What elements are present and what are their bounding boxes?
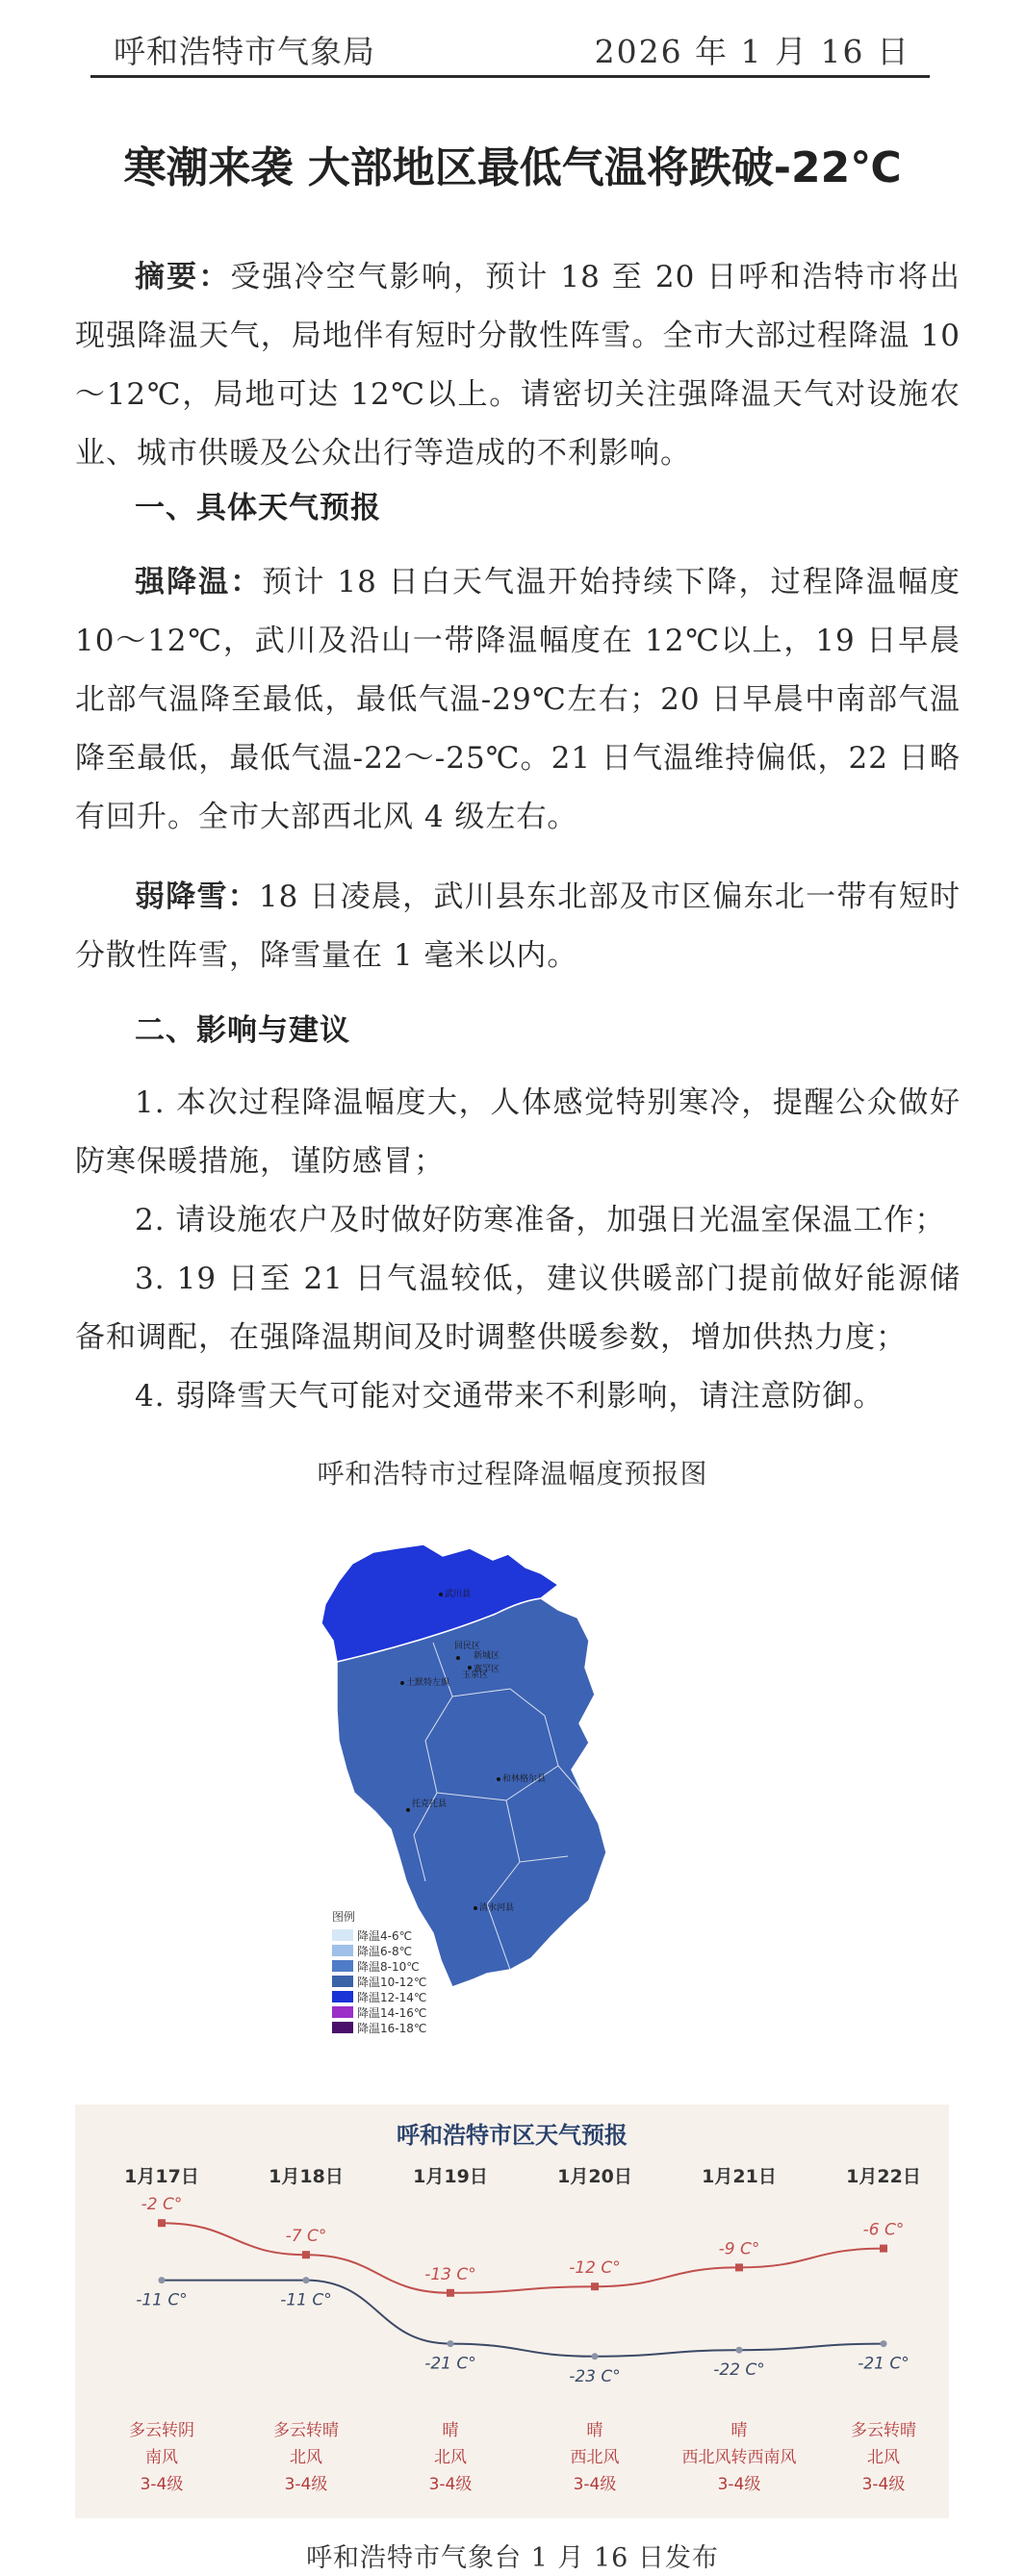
forecast-level: 3-4级 [284, 2475, 328, 2494]
map-label-tuoketuo: 托克托县 [412, 1799, 448, 1809]
abstract-paragraph [75, 248, 961, 483]
forecast-date: 1月17日 [124, 2166, 199, 2187]
high-temp-label: -6 C° [862, 2220, 905, 2240]
low-temp-point [303, 2277, 310, 2283]
map-label-saihan: 赛罕区 [474, 1665, 500, 1674]
forecast-wind: 北风 [290, 2448, 322, 2467]
section1-heading: 一、具体天气预报 [135, 491, 381, 525]
low-temp-label: -21 C° [424, 2354, 476, 2374]
snow-lead: 弱降雪： [135, 880, 259, 914]
low-temp-label: -11 C° [136, 2290, 188, 2310]
forecast-date: 1月21日 [702, 2166, 777, 2187]
low-temp-line [162, 2281, 884, 2357]
high-temp-label: -7 C° [285, 2227, 327, 2247]
high-temp-line [162, 2223, 884, 2293]
high-temp-label: -12 C° [569, 2258, 621, 2279]
issuing-organization: 呼和浩特市气象局 [114, 33, 375, 70]
legend-item [332, 1943, 426, 1958]
issue-date: 2026 年 1 月 16 日 [594, 33, 910, 70]
advice-item: 1. 本次过程降温幅度大，人体感觉特别寒冷，提醒公众做好防寒保暖措施，谨防感冒； [75, 1085, 961, 1179]
legend-item [332, 2004, 426, 2020]
low-temp-label: -11 C° [280, 2290, 332, 2310]
issuer-footer: 呼和浩特市气象台 1 月 16 日发布 [306, 2543, 719, 2573]
legend-swatch [332, 2022, 353, 2033]
low-temp-point [592, 2353, 599, 2359]
high-temp-label: -2 C° [141, 2195, 183, 2215]
cooling-lead: 强降温： [135, 565, 263, 599]
forecast-date: 1月22日 [846, 2166, 921, 2187]
legend-item [332, 1958, 426, 1974]
legend-title: 图例 [332, 1910, 356, 1924]
legend-swatch [332, 2006, 353, 2018]
map-label-yuquan: 玉泉区 [462, 1671, 489, 1680]
legend-swatch [332, 1976, 353, 1987]
map-title: 呼和浩特市过程降温幅度预报图 [317, 1458, 708, 1490]
low-temp-label: -21 C° [858, 2354, 910, 2374]
abstract-text: 受强冷空气影响，预计 18 至 20 日呼和浩特市将出现强降温天气，局地伴有短时分散性阵雪。全市大部过程降温 10～12℃，局地可达 12℃以上。请密切关注强降温天气对设施农业、城市供暖及公众出行等造成的不利影响。 [75, 260, 961, 471]
low-temp-point [881, 2340, 887, 2347]
low-temp-point [159, 2277, 166, 2283]
document-title: 寒潮来袭 大部地区最低气温将跌破-22℃ [123, 143, 902, 192]
abstract-lead: 摘要： [135, 260, 231, 294]
map-label-xincheng: 新城区 [474, 1651, 500, 1661]
forecast-weather: 多云转晴 [273, 2421, 339, 2440]
snow-paragraph [75, 868, 961, 985]
high-temp-label: -9 C° [718, 2239, 760, 2259]
forecast-level: 3-4级 [573, 2475, 617, 2494]
forecast-weather: 多云转阴 [129, 2421, 194, 2440]
section2-heading: 二、影响与建议 [135, 1013, 350, 1048]
snow-text: 18 日凌晨，武川县东北部及市区偏东北一带有短时分散性阵雪，降雪量在 1 毫米以内。 [75, 880, 961, 973]
advice-item: 3. 19 日至 21 日气温较低，建议供暖部门提前做好能源储备和调配，在强降温期间及时调整供暖参数，增加供热力度； [75, 1262, 961, 1355]
forecast-level: 3-4级 [861, 2475, 906, 2494]
forecast-weather: 晴 [730, 2421, 748, 2440]
legend-swatch [332, 1929, 353, 1941]
legend-label: 降温10-12℃ [357, 1975, 427, 1989]
advice-item: 2. 请设施农户及时做好防寒准备，加强日光温室保温工作； [135, 1203, 946, 1237]
forecast-weather-cell [667, 2417, 811, 2498]
forecast-level: 3-4级 [140, 2475, 184, 2494]
forecast-wind: 西北风转西南风 [681, 2448, 797, 2467]
forecast-wind: 北风 [867, 2448, 900, 2467]
legend-swatch [332, 1945, 353, 1956]
city-forecast-panel [75, 2104, 949, 2518]
cooling-text: 预计 18 日白天气温开始持续下降，过程降温幅度 10～12℃，武川及沿山一带降温幅度在 12℃以上，19 日早晨北部气温降至最低，最低气温-29℃左右；20 日早晨中南部气温降至最低，最低气温-22～-25℃。21 日气温维持偏低，22 日略有回升。全市大部西北风 4 级左右。 [75, 565, 961, 834]
legend-label: 降温12-14℃ [357, 1990, 427, 2004]
legend-item [332, 1989, 426, 2004]
high-temp-point [735, 2263, 743, 2271]
forecast-weather-cell [90, 2417, 234, 2498]
map-label-qingshuihe: 清水河县 [479, 1903, 515, 1913]
legend-item [332, 1927, 426, 1943]
advice-list [75, 1074, 961, 1426]
legend-swatch [332, 1991, 353, 2002]
forecast-weather-cell [378, 2417, 523, 2498]
forecast-wind: 南风 [145, 2448, 178, 2467]
forecast-wind: 西北风 [570, 2448, 620, 2467]
high-temp-point [302, 2251, 310, 2258]
low-temp-label: -22 C° [713, 2360, 765, 2381]
low-temp-point [736, 2347, 743, 2354]
low-temp-label: -23 C° [569, 2366, 621, 2386]
map-label-huimin: 回民区 [454, 1642, 481, 1651]
high-temp-point [591, 2283, 599, 2290]
high-temp-label: -13 C° [424, 2264, 476, 2284]
map-legend [332, 1908, 426, 2035]
advice-item: 4. 弱降雪天气可能对交通带来不利影响，请注意防御。 [135, 1379, 884, 1414]
forecast-weather: 晴 [586, 2421, 603, 2440]
legend-item [332, 1974, 426, 1989]
forecast-wind: 北风 [434, 2448, 467, 2467]
high-temp-point [880, 2245, 887, 2253]
map-label-tumote: 土默特左旗 [406, 1678, 450, 1688]
cooling-paragraph [75, 553, 961, 847]
low-temp-point [448, 2340, 454, 2347]
forecast-level: 3-4级 [717, 2475, 761, 2494]
forecast-date: 1月19日 [413, 2166, 488, 2187]
legend-label: 降温6-8℃ [357, 1944, 413, 1958]
forecast-weather-cell [523, 2417, 667, 2498]
high-temp-point [447, 2289, 454, 2297]
legend-label: 降温8-10℃ [357, 1959, 420, 1974]
legend-label: 降温16-18℃ [357, 2021, 427, 2035]
legend-label: 降温4-6℃ [357, 1928, 413, 1943]
legend-label: 降温14-16℃ [357, 2005, 427, 2020]
forecast-weather-cell [234, 2417, 378, 2498]
forecast-weather-cell [811, 2417, 956, 2498]
legend-item [332, 2020, 426, 2035]
forecast-weather: 多云转晴 [851, 2421, 916, 2440]
document-header [90, 17, 930, 78]
map-label-wuchuan: 武川县 [445, 1590, 472, 1599]
forecast-title: 呼和浩特市区天气预报 [397, 2122, 628, 2149]
forecast-date: 1月20日 [557, 2166, 632, 2187]
high-temp-point [158, 2219, 166, 2227]
forecast-date: 1月18日 [269, 2166, 344, 2187]
legend-swatch [332, 1960, 353, 1972]
forecast-weather: 晴 [442, 2421, 459, 2440]
map-label-helinge: 和林格尔县 [502, 1774, 547, 1784]
forecast-level: 3-4级 [428, 2475, 473, 2494]
